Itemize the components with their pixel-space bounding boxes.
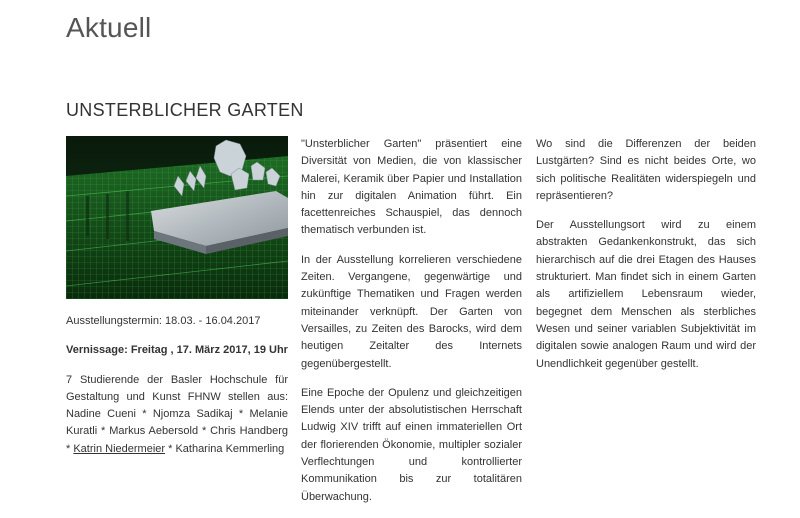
artist-link-katrin-niedermeier[interactable]: Katrin Niedermeier (73, 442, 166, 455)
exhibition-dates: Ausstellungstermin: 18.03. - 16.04.2017 (66, 315, 261, 327)
description-paragraph: "Unsterblicher Garten" präsentiert eine Diversität von Medien, die von klassischer Malerei, Keramik über Papier und Installation hin zur digitalen Animation führt. Ein facettenreiches Schauspiel, das dennoch thematisch verbunden ist. (301, 138, 522, 237)
exhibition-info-column (66, 136, 288, 470)
description-column-2 (536, 136, 756, 385)
description-column-1 (301, 136, 522, 518)
vernissage-date: Vernissage: Freitag , 17. März 2017, 19 Uhr (66, 344, 288, 357)
artists-outro: * Katharina Kemmerling (165, 442, 285, 455)
exhibition-image[interactable] (66, 136, 288, 299)
description-paragraph: In der Ausstellung korrelieren verschiedene Zeiten. Vergangene, gegenwärtige und zukünftige Thematiken und Fragen werden miteinander verknüpft. Der Garten von Versailles, zu Zeiten des Barocks, wird dem heutigen Zeitalter des Internets gegenübergestellt. (301, 253, 522, 370)
artists-intro: 7 Studierende der Basler Hochschule für Gestaltung und Kunst FHNW stellen aus: Nadine Cueni * Njomza Sadikaj * Melanie Kuratli * Markus Aebersold * Chris Handberg * (66, 373, 288, 455)
page-title: Aktuell (66, 12, 152, 43)
artists-list (66, 372, 288, 458)
description-paragraph: Eine Epoche der Opulenz und gleichzeitigen Elends unter der absolutistischen Herrschaft Ludwig XIV trifft auf einen immateriellen Ort der florierenden Ökonomie, multipler sozialer Verflechtungen und kontrollierter Kommunikation bis zur totalitären Überwachung. (301, 386, 522, 503)
description-paragraph: Wo sind die Differenzen der beiden Lustgärten? Sind es nicht beides Orte, wo sich politische Realitäten widerspiegeln und repräsentieren? (536, 138, 756, 202)
exhibition-title: UNSTERBLICHER GARTEN (66, 100, 304, 120)
description-paragraph: Der Ausstellungsort wird zu einem abstrakten Gedankenkonstrukt, das sich hierarchisch auf die drei Etagen des Hauses strukturiert. Man findet sich in einem Garten als artifiziellem Lebensraum wieder, begegnet dem Menschen als sterbliches Wesen und seiner variablen Subjektivität im digitalen sowie analogen Raum und wird der Unendlichkeit gegenüber gestellt. (536, 219, 756, 370)
